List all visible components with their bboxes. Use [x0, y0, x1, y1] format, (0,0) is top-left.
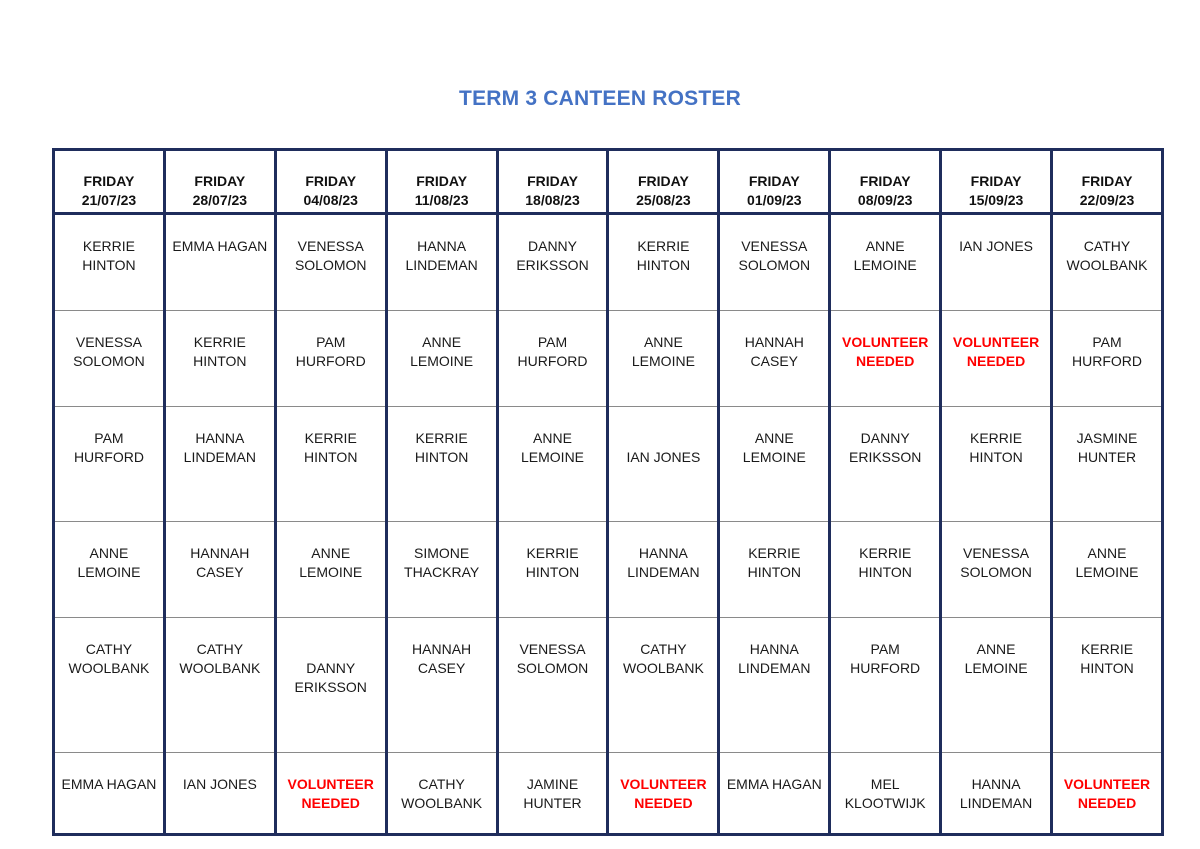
- volunteer-name: CATHY WOOLBANK: [401, 776, 483, 811]
- volunteer-name: CATHY WOOLBANK: [179, 641, 261, 676]
- volunteer-name: KERRIE HINTON: [193, 334, 247, 369]
- roster-cell: [164, 753, 275, 835]
- roster-cell: [719, 522, 830, 618]
- roster-cell: [941, 311, 1052, 407]
- volunteer-name: HANNA LINDEMAN: [959, 776, 1033, 811]
- volunteer-name: KERRIE HINTON: [747, 545, 801, 580]
- volunteer-name: CATHY WOOLBANK: [68, 641, 150, 676]
- header-day: FRIDAY: [970, 173, 1022, 189]
- volunteer-name: HANNA LINDEMAN: [405, 238, 478, 273]
- volunteer-name: PAM HURFORD: [1072, 334, 1142, 369]
- roster-cell: [164, 214, 275, 311]
- roster-cell: [54, 311, 165, 407]
- volunteer-name: ANNE LEMOINE: [299, 545, 363, 580]
- volunteer-name: JAMINE HUNTER: [523, 776, 582, 811]
- roster-cell: [719, 618, 830, 753]
- volunteer-name: KERRIE HINTON: [969, 430, 1023, 465]
- header-row: [54, 150, 1163, 214]
- roster-body: [54, 214, 1163, 835]
- roster-cell: [386, 753, 497, 835]
- roster-cell: [386, 214, 497, 311]
- volunteer-name: IAN JONES: [626, 449, 701, 465]
- roster-row: [54, 311, 1163, 407]
- roster-cell: [497, 618, 608, 753]
- roster-cell: [1052, 753, 1163, 835]
- roster-cell: [164, 522, 275, 618]
- roster-row: [54, 618, 1163, 753]
- volunteer-name: IAN JONES: [959, 238, 1034, 254]
- header-date: 18/08/23: [525, 192, 580, 208]
- header-day: FRIDAY: [859, 173, 911, 189]
- roster-cell: [941, 618, 1052, 753]
- roster-cell: [164, 311, 275, 407]
- volunteer-name: PAM HURFORD: [295, 334, 366, 369]
- volunteer-name: VENESSA SOLOMON: [738, 238, 811, 273]
- roster-cell: [275, 618, 386, 753]
- volunteer-name: IAN JONES: [182, 776, 257, 792]
- roster-cell: [830, 522, 941, 618]
- header-cell: [719, 150, 830, 214]
- roster-cell: [1052, 214, 1163, 311]
- header-day: FRIDAY: [194, 173, 246, 189]
- volunteer-needed-label: VOLUNTEER NEEDED: [952, 334, 1040, 369]
- header-day: FRIDAY: [416, 173, 468, 189]
- roster-cell: [54, 407, 165, 522]
- volunteer-name: ANNE LEMOINE: [631, 334, 695, 369]
- roster-cell: [386, 522, 497, 618]
- volunteer-name: ANNE LEMOINE: [742, 430, 806, 465]
- header-date: 15/09/23: [968, 192, 1024, 208]
- volunteer-needed-label: VOLUNTEER NEEDED: [287, 776, 374, 811]
- roster-row: [54, 407, 1163, 522]
- roster-cell: [719, 753, 830, 835]
- header-cell: [830, 150, 941, 214]
- volunteer-name: CATHY WOOLBANK: [622, 641, 704, 676]
- volunteer-name: PAM HURFORD: [517, 334, 588, 369]
- roster-cell: [719, 311, 830, 407]
- roster-cell: [830, 311, 941, 407]
- volunteer-name: MEL KLOOTWIJK: [844, 776, 926, 811]
- roster-cell: [608, 214, 719, 311]
- volunteer-name: EMMA HAGAN: [61, 776, 157, 792]
- page-title: TERM 3 CANTEEN ROSTER: [459, 87, 741, 110]
- volunteer-name: KERRIE HINTON: [525, 545, 580, 580]
- roster-cell: [719, 214, 830, 311]
- roster-cell: [497, 214, 608, 311]
- volunteer-needed-label: VOLUNTEER NEEDED: [842, 334, 929, 369]
- roster-cell: [386, 618, 497, 753]
- roster-cell: [275, 311, 386, 407]
- header-cell: [941, 150, 1052, 214]
- volunteer-name: ANNE LEMOINE: [77, 545, 141, 580]
- header-date: 21/07/23: [81, 192, 137, 208]
- header-cell: [497, 150, 608, 214]
- volunteer-name: PAM HURFORD: [850, 641, 921, 676]
- volunteer-name: SIMONE THACKRAY: [404, 545, 480, 580]
- header-day: FRIDAY: [305, 173, 357, 189]
- roster-row: [54, 214, 1163, 311]
- volunteer-name: VENESSA SOLOMON: [960, 545, 1032, 580]
- header-day: FRIDAY: [527, 173, 578, 189]
- roster-cell: [608, 618, 719, 753]
- volunteer-name: KERRIE HINTON: [304, 430, 358, 465]
- roster-cell: [830, 214, 941, 311]
- volunteer-name: HANNAH CASEY: [190, 545, 250, 580]
- volunteer-needed-label: VOLUNTEER NEEDED: [1063, 776, 1151, 811]
- volunteer-name: EMMA HAGAN: [726, 776, 822, 792]
- volunteer-name: VENESSA SOLOMON: [294, 238, 367, 273]
- roster-cell: [54, 618, 165, 753]
- volunteer-name: CATHY WOOLBANK: [1066, 238, 1148, 273]
- header-date: 11/08/23: [414, 192, 469, 208]
- roster-cell: [1052, 618, 1163, 753]
- header-day: FRIDAY: [748, 173, 800, 189]
- roster-cell: [54, 214, 165, 311]
- volunteer-name: HANNA LINDEMAN: [627, 545, 700, 580]
- header-cell: [164, 150, 275, 214]
- roster-cell: [275, 214, 386, 311]
- roster-cell: [54, 753, 165, 835]
- volunteer-name: KERRIE HINTON: [414, 430, 469, 465]
- roster-cell: [54, 522, 165, 618]
- header-date: 04/08/23: [303, 192, 358, 208]
- roster-cell: [941, 214, 1052, 311]
- header-date: 01/09/23: [747, 192, 802, 208]
- header-cell: [275, 150, 386, 214]
- volunteer-name: VENESSA SOLOMON: [73, 334, 145, 369]
- volunteer-name: DANNY ERIKSSON: [516, 238, 589, 273]
- roster-cell: [608, 311, 719, 407]
- roster-cell: [1052, 407, 1163, 522]
- roster-cell: [1052, 311, 1163, 407]
- header-date: 25/08/23: [636, 192, 691, 208]
- roster-cell: [386, 407, 497, 522]
- roster-cell: [608, 407, 719, 522]
- volunteer-name: HANNAH CASEY: [744, 334, 804, 369]
- volunteer-name: HANNAH CASEY: [412, 641, 472, 676]
- roster-cell: [275, 407, 386, 522]
- roster-cell: [608, 753, 719, 835]
- volunteer-name: ANNE LEMOINE: [853, 238, 917, 273]
- volunteer-name: EMMA HAGAN: [172, 238, 268, 254]
- roster-cell: [1052, 522, 1163, 618]
- volunteer-name: HANNA LINDEMAN: [183, 430, 257, 465]
- volunteer-needed-label: VOLUNTEER NEEDED: [620, 776, 707, 811]
- volunteer-name: ANNE LEMOINE: [410, 334, 474, 369]
- roster-cell: [497, 311, 608, 407]
- roster-cell: [386, 311, 497, 407]
- roster-row: [54, 753, 1163, 835]
- roster-cell: [941, 522, 1052, 618]
- volunteer-name: PAM HURFORD: [73, 430, 144, 465]
- roster-cell: [275, 753, 386, 835]
- header-date: 08/09/23: [857, 192, 913, 208]
- volunteer-name: KERRIE HINTON: [1080, 641, 1134, 676]
- volunteer-name: HANNA LINDEMAN: [738, 641, 811, 676]
- roster-cell: [719, 407, 830, 522]
- header-day: FRIDAY: [1081, 173, 1133, 189]
- header-day: FRIDAY: [83, 173, 135, 189]
- roster-cell: [830, 618, 941, 753]
- roster-row: [54, 522, 1163, 618]
- volunteer-name: ANNE LEMOINE: [1075, 545, 1139, 580]
- header-cell: [1052, 150, 1163, 214]
- header-day: FRIDAY: [637, 173, 689, 189]
- roster-cell: [164, 618, 275, 753]
- volunteer-name: JASMINE HUNTER: [1076, 430, 1138, 465]
- header-date: 28/07/23: [192, 192, 248, 208]
- roster-cell: [497, 522, 608, 618]
- roster-cell: [830, 407, 941, 522]
- roster-cell: [164, 407, 275, 522]
- roster-cell: [275, 522, 386, 618]
- volunteer-name: DANNY ERIKSSON: [849, 430, 922, 465]
- roster-cell: [830, 753, 941, 835]
- header-cell: [386, 150, 497, 214]
- volunteer-name: ANNE LEMOINE: [521, 430, 585, 465]
- roster-cell: [497, 753, 608, 835]
- header-date: 22/09/23: [1079, 192, 1135, 208]
- roster-cell: [941, 407, 1052, 522]
- volunteer-name: KERRIE HINTON: [858, 545, 912, 580]
- header-cell: [54, 150, 165, 214]
- volunteer-name: VENESSA SOLOMON: [516, 641, 589, 676]
- roster-table: [52, 148, 1164, 836]
- volunteer-name: ANNE LEMOINE: [964, 641, 1028, 676]
- roster-cell: [497, 407, 608, 522]
- roster-cell: [608, 522, 719, 618]
- volunteer-name: KERRIE HINTON: [82, 238, 136, 273]
- header-cell: [608, 150, 719, 214]
- volunteer-name: DANNY ERIKSSON: [294, 660, 367, 695]
- roster-cell: [941, 753, 1052, 835]
- volunteer-name: KERRIE HINTON: [636, 238, 691, 273]
